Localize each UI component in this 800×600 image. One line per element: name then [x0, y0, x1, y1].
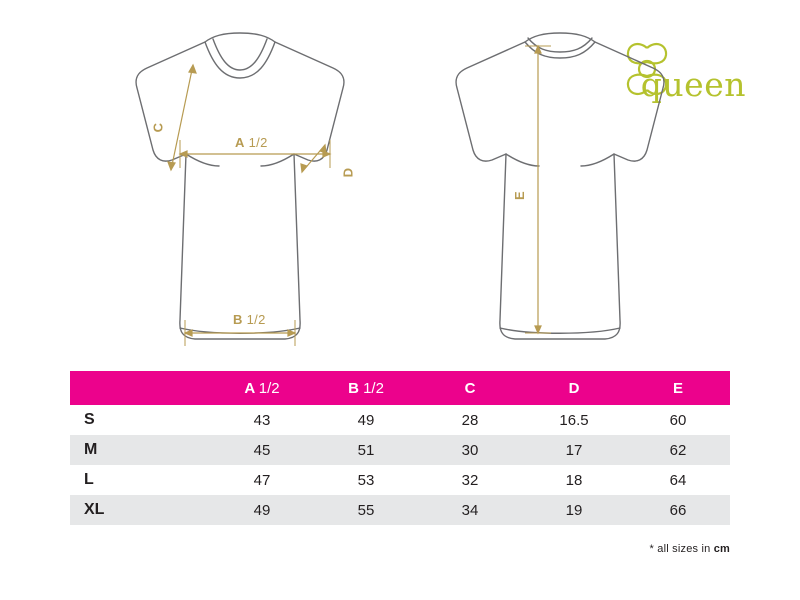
size-table: [70, 371, 730, 525]
cell-c: 32: [461, 471, 479, 489]
cell-e: 66: [669, 501, 687, 519]
table-header-row: [70, 371, 730, 405]
cell-b: 49: [357, 411, 375, 429]
units-footnote: [650, 543, 730, 555]
cell-b: 51: [357, 441, 375, 459]
cell-c: 30: [461, 441, 479, 459]
cell-d: 16.5: [559, 411, 589, 429]
header-c: C: [464, 379, 476, 397]
cell-c: 34: [461, 501, 479, 519]
cell-a: 49: [253, 501, 271, 519]
cell-a: 45: [253, 441, 271, 459]
table-body: [70, 405, 730, 525]
measure-lines-back: [415, 20, 705, 360]
table-row: [70, 465, 730, 495]
size-label: L: [84, 471, 94, 488]
t-shirt-back-diagram: [415, 20, 705, 365]
cell-e: 62: [669, 441, 687, 459]
header-b: B 1/2: [348, 379, 384, 397]
size-label: S: [84, 411, 95, 428]
cell-e: 64: [669, 471, 687, 489]
table-row: [70, 435, 730, 465]
cell-d: 19: [565, 501, 583, 519]
cell-d: 17: [565, 441, 583, 459]
header-a: A 1/2: [244, 379, 280, 397]
table-row: [70, 495, 730, 525]
cell-a: 47: [253, 471, 271, 489]
cell-e: 60: [669, 411, 687, 429]
size-label: XL: [84, 501, 105, 518]
size-label: M: [84, 441, 98, 458]
measure-label-c: C: [150, 122, 166, 133]
measure-lines-front: [95, 20, 385, 360]
measure-label-a: A 1/2: [235, 135, 268, 150]
header-size: [70, 371, 210, 405]
table-header: [70, 371, 730, 405]
footnote-prefix: * all sizes in: [649, 543, 714, 555]
cell-c: 28: [461, 411, 479, 429]
footnote-unit: cm: [713, 543, 730, 555]
cell-d: 18: [565, 471, 583, 489]
brand-name: queen: [640, 65, 746, 104]
table-row: [70, 405, 730, 435]
t-shirt-front-diagram: [95, 20, 385, 365]
measure-label-d: D: [340, 167, 356, 178]
measure-label-e: E: [511, 191, 527, 200]
measure-label-b: B 1/2: [233, 312, 266, 327]
cell-a: 43: [253, 411, 271, 429]
cell-b: 55: [357, 501, 375, 519]
header-e: E: [672, 379, 683, 397]
header-d: D: [568, 379, 580, 397]
cell-b: 53: [357, 471, 375, 489]
